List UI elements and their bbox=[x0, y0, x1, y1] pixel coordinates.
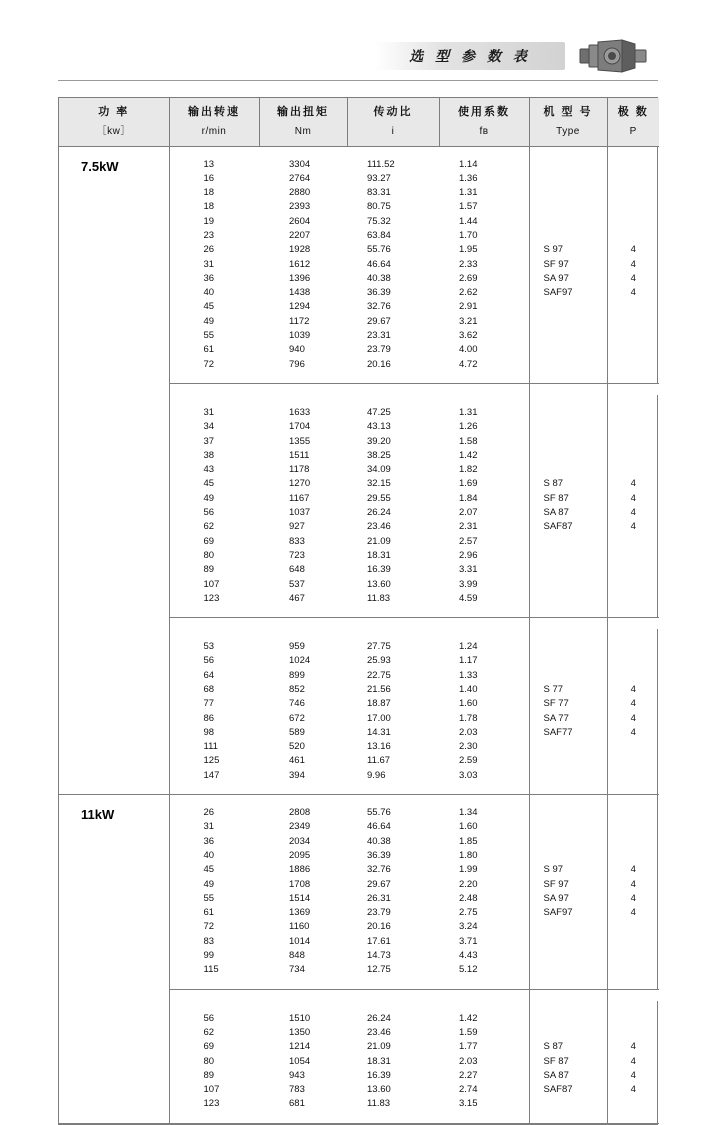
type-item: SF 77 bbox=[543, 698, 569, 710]
poles-item: 4 bbox=[630, 521, 636, 533]
type-list bbox=[530, 395, 607, 535]
type-list bbox=[530, 147, 607, 301]
type-item: S 87 bbox=[543, 478, 564, 490]
gap bbox=[347, 383, 439, 395]
poles-item: 4 bbox=[630, 272, 636, 284]
col-header-torque-cn: 输出扭矩 bbox=[277, 106, 329, 118]
gap bbox=[347, 618, 439, 630]
type-item: SF 87 bbox=[543, 1055, 569, 1067]
poles-cell bbox=[607, 795, 659, 990]
type-list bbox=[530, 795, 607, 920]
poles-item: 4 bbox=[630, 907, 636, 919]
gap bbox=[439, 383, 529, 395]
type-cell bbox=[529, 1001, 607, 1124]
col-header-service-factor-cn: 使用系数 bbox=[458, 106, 510, 118]
type-list bbox=[530, 1001, 607, 1098]
service-factor-column: 1.42 1.59 1.77 2.03 2.27 2.74 3.15 bbox=[439, 1001, 529, 1124]
torque-column: 959 1024 899 852 746 672 589 520 461 394 bbox=[259, 629, 347, 794]
spec-table bbox=[58, 97, 658, 1125]
header-divider bbox=[58, 80, 658, 81]
type-item: SAF77 bbox=[543, 726, 573, 738]
type-cell bbox=[529, 629, 607, 794]
gap bbox=[607, 383, 659, 395]
rpm-column: 13 16 18 18 19 23 26 31 36 40 45 49 55 61 72 bbox=[169, 146, 259, 383]
col-header-type bbox=[529, 98, 607, 146]
poles-item: 4 bbox=[630, 478, 636, 490]
gap bbox=[529, 618, 607, 630]
torque-column: 1510 1350 1214 1054 943 783 681 bbox=[259, 1001, 347, 1124]
page-title: 选 型 参 数 表 bbox=[409, 48, 531, 64]
col-header-torque-unit: Nm bbox=[294, 125, 312, 137]
gap bbox=[259, 383, 347, 395]
rpm-column: 56 62 69 80 89 107 123 bbox=[169, 1001, 259, 1124]
type-item: S 87 bbox=[543, 1041, 564, 1053]
type-item: SAF97 bbox=[543, 287, 573, 299]
col-header-poles-cn: 极 数 bbox=[617, 106, 649, 118]
poles-list bbox=[608, 395, 660, 535]
ratio-column: 111.52 93.27 83.31 80.75 75.32 63.84 55.76 46.64 40.38 36.39 32.76 29.67 23.31 23.79 20.16 bbox=[347, 146, 439, 383]
type-cell bbox=[529, 795, 607, 990]
gap bbox=[439, 618, 529, 630]
type-item: SA 97 bbox=[543, 892, 569, 904]
torque-column: 1633 1704 1355 1511 1178 1270 1167 1037 927 833 723 648 537 467 bbox=[259, 395, 347, 618]
rpm-column: 53 56 64 68 77 86 98 111 125 147 bbox=[169, 629, 259, 794]
power-label: 7.5kW bbox=[81, 158, 119, 174]
gap bbox=[607, 989, 659, 1001]
col-header-power-unit: ［kw］ bbox=[96, 125, 131, 137]
poles-cell bbox=[607, 146, 659, 383]
power-label: 11kW bbox=[81, 807, 115, 823]
poles-item: 4 bbox=[630, 1055, 636, 1067]
col-header-service-factor-unit: fв bbox=[479, 125, 489, 137]
service-factor-column: 1.31 1.26 1.58 1.42 1.82 1.69 1.84 2.07 2.31 2.57 2.96 3.31 3.99 4.59 bbox=[439, 395, 529, 618]
ratio-column: 27.75 25.93 22.75 21.56 18.87 17.00 14.31 13.16 11.67 9.96 bbox=[347, 629, 439, 794]
type-item: SF 87 bbox=[543, 492, 569, 504]
power-cell bbox=[59, 146, 169, 795]
type-item: SA 87 bbox=[543, 507, 569, 519]
gap bbox=[607, 618, 659, 630]
ratio-column: 26.24 23.46 21.09 18.31 16.39 13.60 11.83 bbox=[347, 1001, 439, 1124]
type-item: SA 97 bbox=[543, 272, 569, 284]
col-header-power bbox=[59, 98, 169, 146]
type-item: SAF87 bbox=[543, 1084, 573, 1096]
gap bbox=[169, 989, 259, 1001]
gap bbox=[259, 989, 347, 1001]
poles-item: 4 bbox=[630, 712, 636, 724]
col-header-poles-sym: P bbox=[629, 125, 637, 137]
col-header-type-cn: 机 型 号 bbox=[543, 106, 593, 118]
poles-cell bbox=[607, 629, 659, 794]
poles-item: 4 bbox=[630, 1084, 636, 1096]
poles-item: 4 bbox=[630, 507, 636, 519]
poles-list bbox=[608, 795, 660, 920]
col-header-rpm-cn: 输出转速 bbox=[188, 106, 240, 118]
col-header-poles bbox=[607, 98, 659, 146]
gap bbox=[439, 989, 529, 1001]
poles-item: 4 bbox=[630, 1069, 636, 1081]
service-factor-column: 1.34 1.60 1.85 1.80 1.99 2.20 2.48 2.75 3.24 3.71 4.43 5.12 bbox=[439, 795, 529, 990]
col-header-type-en: Type bbox=[556, 125, 580, 137]
poles-cell bbox=[607, 395, 659, 618]
type-item: S 97 bbox=[543, 244, 564, 256]
poles-item: 4 bbox=[630, 698, 636, 710]
poles-list bbox=[608, 629, 660, 740]
table-row bbox=[59, 795, 659, 990]
col-header-torque bbox=[259, 98, 347, 146]
ratio-column: 47.25 43.13 39.20 38.25 34.09 32.15 29.55 26.24 23.46 21.09 18.31 16.39 13.60 11.83 bbox=[347, 395, 439, 618]
service-factor-column: 1.24 1.17 1.33 1.40 1.60 1.78 2.03 2.30 2.59 3.03 bbox=[439, 629, 529, 794]
ratio-column: 55.76 46.64 40.38 36.39 32.76 29.67 26.31 23.79 20.16 17.61 14.73 12.75 bbox=[347, 795, 439, 990]
col-header-service-factor bbox=[439, 98, 529, 146]
gap bbox=[347, 989, 439, 1001]
poles-item: 4 bbox=[630, 244, 636, 256]
type-item: SF 97 bbox=[543, 258, 569, 270]
poles-item: 4 bbox=[630, 878, 636, 890]
power-cell bbox=[59, 795, 169, 1124]
type-item: SF 97 bbox=[543, 878, 569, 890]
poles-item: 4 bbox=[630, 287, 636, 299]
gap bbox=[169, 618, 259, 630]
type-list bbox=[530, 629, 607, 740]
poles-list bbox=[608, 1001, 660, 1098]
poles-item: 4 bbox=[630, 684, 636, 695]
col-header-power-cn: 功 率 bbox=[98, 106, 130, 118]
type-item: SA 87 bbox=[543, 1069, 569, 1081]
type-item: S 77 bbox=[543, 684, 564, 695]
type-item: S 97 bbox=[543, 864, 564, 876]
type-cell bbox=[529, 146, 607, 383]
gap bbox=[169, 383, 259, 395]
col-header-rpm bbox=[169, 98, 259, 146]
poles-item: 4 bbox=[630, 1041, 636, 1053]
rpm-column: 31 34 37 38 43 45 49 56 62 69 80 89 107 123 bbox=[169, 395, 259, 618]
poles-item: 4 bbox=[630, 492, 636, 504]
table-row bbox=[59, 146, 659, 383]
table-header bbox=[59, 98, 659, 146]
gap bbox=[529, 989, 607, 1001]
poles-item: 4 bbox=[630, 258, 636, 270]
poles-item: 4 bbox=[630, 726, 636, 738]
col-header-ratio-cn: 传动比 bbox=[373, 106, 413, 118]
table-body bbox=[59, 146, 659, 1123]
page-header bbox=[0, 30, 715, 80]
rpm-column: 26 31 36 40 45 49 55 61 72 83 99 115 bbox=[169, 795, 259, 990]
poles-list bbox=[608, 147, 660, 301]
type-item: SAF97 bbox=[543, 907, 573, 919]
torque-column: 2808 2349 2034 2095 1886 1708 1514 1369 1160 1014 848 734 bbox=[259, 795, 347, 990]
type-cell bbox=[529, 395, 607, 618]
poles-cell bbox=[607, 1001, 659, 1124]
col-header-ratio-unit: i bbox=[391, 125, 395, 137]
type-item: SAF87 bbox=[543, 521, 573, 533]
gear-motor-icon bbox=[578, 36, 650, 76]
type-item: SA 77 bbox=[543, 712, 569, 724]
gap bbox=[529, 383, 607, 395]
torque-column: 3304 2764 2880 2393 2604 2207 1928 1612 1396 1438 1294 1172 1039 940 796 bbox=[259, 146, 347, 383]
poles-item: 4 bbox=[630, 864, 636, 876]
col-header-ratio bbox=[347, 98, 439, 146]
gap bbox=[259, 618, 347, 630]
service-factor-column: 1.14 1.36 1.31 1.57 1.44 1.70 1.95 2.33 2.69 2.62 2.91 3.21 3.62 4.00 4.72 bbox=[439, 146, 529, 383]
poles-item: 4 bbox=[630, 892, 636, 904]
col-header-rpm-unit: r/min bbox=[201, 125, 227, 137]
